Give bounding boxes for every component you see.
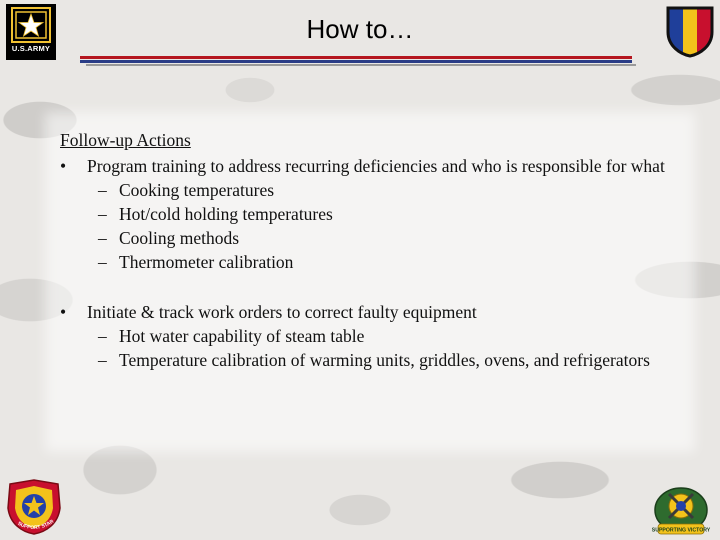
dash-marker: –	[98, 252, 107, 272]
left-crest-motto: SUPPORT STAR	[16, 518, 56, 532]
dash-marker: –	[98, 204, 107, 224]
dash-marker: –	[98, 326, 107, 346]
list-item	[87, 226, 690, 250]
dash-marker: –	[98, 228, 107, 248]
list-item	[87, 324, 690, 348]
bullet-text: Program training to address recurring deficiencies and who is responsible for what	[87, 156, 665, 176]
list-item	[60, 300, 690, 372]
header-rule-shadow	[86, 64, 636, 66]
sub-item-text: Hot water capability of steam table	[119, 326, 365, 346]
bullet-marker: •	[60, 156, 67, 176]
page-title: How to…	[306, 14, 414, 44]
sub-list	[87, 178, 690, 274]
header-rule	[80, 56, 632, 65]
list-item	[87, 348, 690, 372]
dash-marker: –	[98, 180, 107, 200]
sub-item-text: Hot/cold holding temperatures	[119, 204, 333, 224]
sub-item-text: Cooking temperatures	[119, 180, 275, 200]
quartermaster-crest-icon	[650, 484, 712, 538]
list-item	[87, 250, 690, 274]
list-item	[87, 178, 690, 202]
sub-item-text: Temperature calibration of warming units, griddles, ovens, and refrigerators	[119, 350, 650, 370]
section-heading: Follow-up Actions	[60, 130, 191, 150]
sub-list	[87, 324, 690, 372]
list-item	[60, 154, 690, 274]
sub-item-text: Thermometer calibration	[119, 252, 294, 272]
header-rule-blue	[80, 60, 632, 63]
right-crest-motto: SUPPORTING VICTORY	[651, 527, 711, 534]
sub-item-text: Cooling methods	[119, 228, 240, 248]
list-item	[87, 202, 690, 226]
header-rule-red	[80, 56, 632, 59]
support-crest-icon	[4, 478, 64, 536]
bullet-marker: •	[60, 302, 67, 322]
dash-marker: –	[98, 350, 107, 370]
spacer	[60, 274, 690, 300]
bullet-text: Initiate & track work orders to correct faulty equipment	[87, 302, 477, 322]
tricolor-shield-patch-icon	[664, 4, 716, 58]
bullet-list	[60, 154, 690, 372]
slide-body	[60, 128, 690, 372]
army-logo-text: U.S.ARMY	[11, 44, 51, 53]
